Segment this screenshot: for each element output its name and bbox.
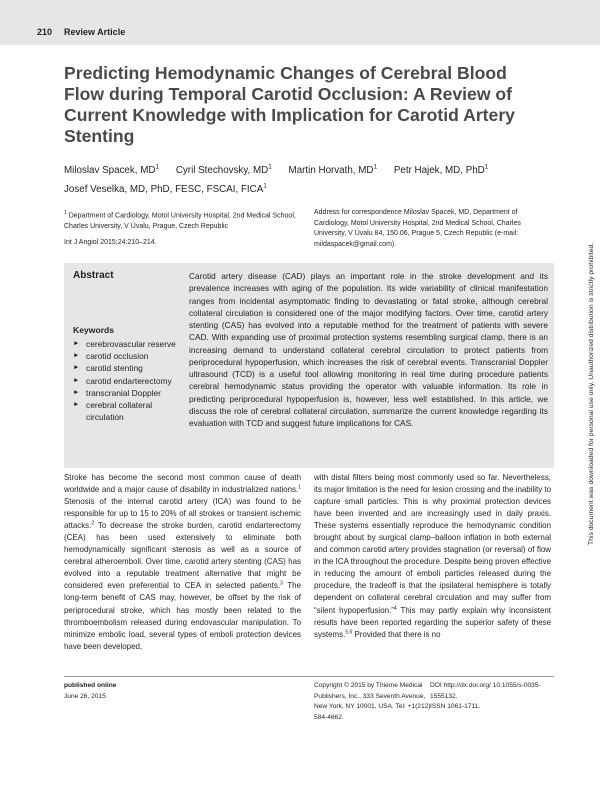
doi-block: DOI http://dx.doi.org/ 10.1055/s-0035-1555132. ISSN 1061-1711. xyxy=(430,682,541,710)
reference-mark: 1 xyxy=(298,484,301,491)
author: Miloslav Spacek, $MD^1$ xyxy=(64,164,160,177)
section-label: Review Article xyxy=(64,27,126,37)
download-notice: This document was downloaded for personal use only. Unauthorized distribution is strictly prohibited. xyxy=(588,242,595,545)
author-list xyxy=(64,160,534,198)
doi-link[interactable]: http://dx.doi.org/ 10.1055/s-0035-1555132. xyxy=(430,682,541,700)
publication-date: published online June 26, 2015 xyxy=(64,682,117,700)
author: Martin Horvath, $MD^1$ xyxy=(288,164,378,177)
author: Petr Hajek, MD, PhD$^1$ xyxy=(393,164,489,177)
abstract-text: Carotid artery disease (CAD) plays an important role in the stroke development and its prevalence increases with aging of the population. Its wide variability of clinical manifestation ranges from incidental asymptomatic finding to devastating or fatal stroke, although cerebral collateral circulation is considered one of the major modifying factors. Over time, carotid artery stenting (CAS) has evolved into a reputable method for the treatment of patients with severe CAD. With expanding use of proximal protection systems resembling surgical clamp, there is an increasing demand to understand collateral cerebral circulation to protect patients from periprocedural hypoperfusion, which increases the risk of cerebral events. Transcranial Doppler ultrasound (TCD) is a useful tool allowing monitoring in real time during procedure patients cerebral hemodynamic status providing the operator with valuable information. Its role in predicting periprocedural hypoperfusion is, however, less well established. In this article, we discuss the role of cerebral collateral circulation, summarize the current knowledge regarding its evaluation with TCD and suggest future implications for CAS. xyxy=(189,271,548,428)
body-column-left: Stroke has become the second most common cause of death worldwide and a major cause of disability in industrialized nations.$^1$ Stenosis of the internal carotid artery (ICA) was found to be responsible for up to 15 to 20% of all strokes or transient ischemic attacks.$^2$ To decrease the stroke burden, carotid endarterectomy (CEA) has been used extensively to eliminate both hemodynamically significant stenosis as well as a source of cerebral atheroemboli. Over time, carotid artery stenting (CAS) has evolved into a reputable treatment alternative that might be considered even preferential to CEA in selected patients.$^3$ The long-term benefit of CAS may, however, be offset by the risk of periprocedural stroke, which has mostly been related to the thromboembolism released during endovascular manipulation. To minimize embolic load, several types of emboli protection devices have been developed, xyxy=(64,473,301,651)
abstract-heading: Abstract xyxy=(73,270,114,281)
body-column-right: with distal filters being most commonly used so far. Nevertheless, its major limitation is the need for lesion crossing and the inability to capture small particles. This is why proximal protection devices have been invented and are increasingly used in daily praxis. These systems essentially reproduce the hemodynamic condition brought about by surgical clamp–balloon inflation in both external and common carotid artery provides stagnation (or reversal) of flow in the ICA throughout the procedure. Despite being proven effective in reducing the amount of emboli particles released during the procedure, the tradeoff is that the ipsilateral hemisphere is totally dependent on collateral cerebral circulation and may suffer from “silent hypoperfusion.”$^4$ This may partly explain why inconsistent results have been reported regarding the superior safety of these systems.$^{5,6}$ Provided that there is no xyxy=(314,473,551,639)
keyword-item: ► carotid endarterectomy xyxy=(73,375,185,387)
reference-mark: 5,6 xyxy=(345,628,353,635)
keyword-item: ► transcranial Doppler xyxy=(73,387,185,399)
keywords-heading: Keywords xyxy=(73,325,115,335)
citation: Int J Angiol 2015;24:210–214. xyxy=(64,239,157,246)
article-title: Predicting Hemodynamic Changes of Cerebral Blood Flow during Temporal Carotid Occlusion: A Review of Current Knowledge with Implication for Carotid Artery Stenting xyxy=(64,63,515,146)
author: Josef Veselka, MD, PhD, FESC, FSCAI, FICA$^1$ xyxy=(64,182,267,196)
author: Cyril Stechovsky, $MD^1$ xyxy=(175,164,272,177)
reference-mark: 3 xyxy=(280,580,283,587)
copyright-notice: Copyright © 2015 by Thieme Medical Publishers, Inc., 333 Seventh Avenue, New York, NY 10001, USA. Tel: +1(212) 584-4662. xyxy=(314,682,431,721)
header-bar xyxy=(0,0,600,45)
keyword-item: ► cerebral collateral circulation xyxy=(73,399,185,423)
keyword-list xyxy=(73,338,185,423)
correspondence-address: Address for correspondence Miloslav Spacek, MD, Department of Cardiology, Motol University Hospital, 2nd Medical School, Charles University, V Úvalu 84, 150 06, Prague 5, Czech Republic (e-mail: mildaspacek@gmail.com). xyxy=(314,209,521,248)
reference-mark: 2 xyxy=(91,520,95,527)
reference-mark: 4 xyxy=(393,604,397,611)
keyword-item: ► cerebrovascular reserve xyxy=(73,338,185,350)
affiliation: $^1$ Department of Cardiology, Motol University Hospital, 2nd Medical School, Charles University, V Úvalu, Prague, Czech Republic xyxy=(64,210,296,230)
footer-divider xyxy=(64,676,554,677)
keyword-item: ► carotid stenting xyxy=(73,362,185,374)
page-number: 210 xyxy=(37,27,53,37)
keyword-item: ► carotid occlusion xyxy=(73,350,185,362)
